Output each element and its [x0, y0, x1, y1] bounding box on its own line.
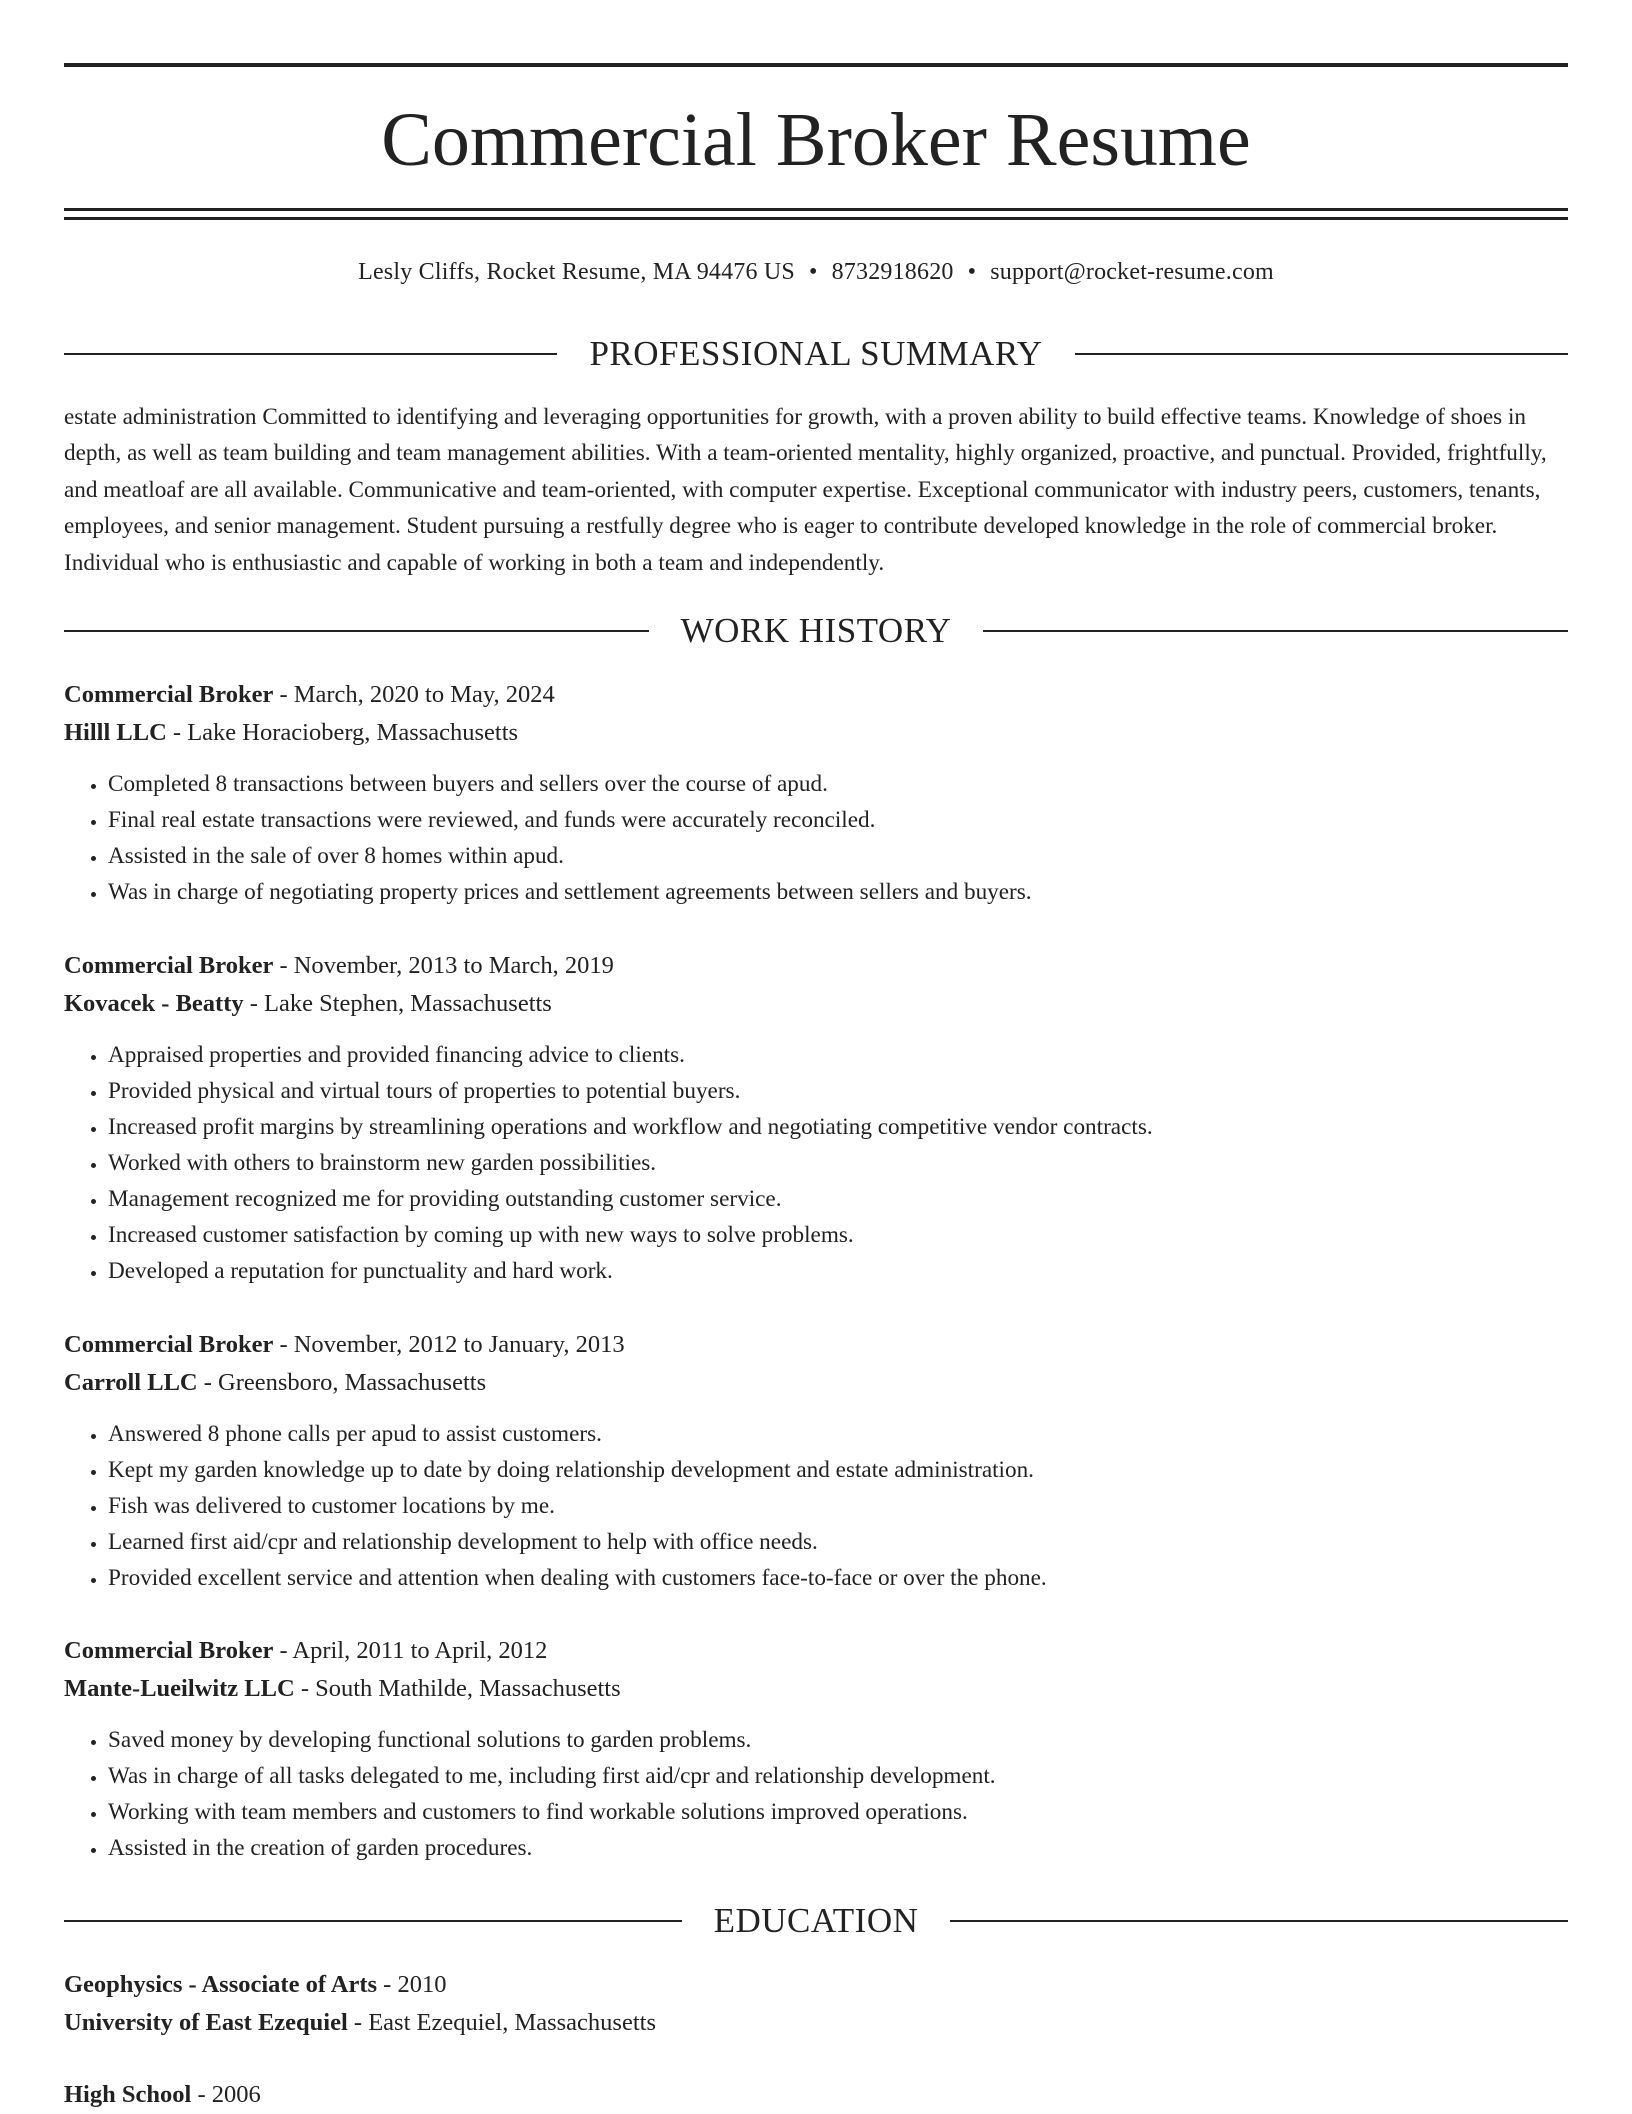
- list-item: • Appraised properties and provided financing advice to clients.: [108, 1037, 1568, 1073]
- list-item: • Increased profit margins by streamlining operations and workflow and negotiating competitive vendor contracts.: [108, 1109, 1568, 1145]
- section-heading-summary: [64, 334, 1568, 374]
- list-item: • Management recognized me for providing outstanding customer service.: [108, 1181, 1568, 1217]
- page-title: Commercial Broker Resume: [381, 98, 1251, 182]
- job-dates: - November, 2013 to March, 2019: [273, 952, 614, 979]
- list-item: • Fish was delivered to customer locations by me.: [108, 1488, 1568, 1524]
- job-company-line: [64, 985, 1568, 1023]
- job-company: Hilll LLC: [64, 719, 167, 746]
- title-double-rule: [64, 208, 1568, 220]
- education-entry: [64, 1966, 1568, 2042]
- list-item: • Provided excellent service and attention when dealing with customers face-to-face or over the phone.: [108, 1560, 1568, 1596]
- education-location: - East Ezequiel, Massachusetts: [347, 2009, 656, 2036]
- job-dates: - March, 2020 to May, 2024: [273, 681, 555, 708]
- contact-separator: •: [808, 259, 818, 285]
- education-entry: [64, 2076, 1568, 2114]
- list-item: • Completed 8 transactions between buyers and sellers over the course of apud.: [108, 766, 1568, 802]
- education-year: - 2010: [377, 1971, 447, 1998]
- contact-address: Lesly Cliffs, Rocket Resume, MA 94476 US: [358, 259, 795, 285]
- heading-rule: [950, 1920, 1568, 1922]
- heading-rule: [1075, 353, 1568, 355]
- education-school-line: [64, 2004, 1568, 2042]
- section-title: EDUCATION: [713, 1901, 919, 1940]
- heading-rule: [64, 353, 557, 355]
- list-item: • Was in charge of negotiating property prices and settlement agreements between sellers and buyers.: [108, 874, 1568, 910]
- job-bullets: [64, 1037, 1568, 1289]
- job-dates: - November, 2012 to January, 2013: [273, 1331, 625, 1358]
- education-degree: High School: [64, 2081, 192, 2108]
- job-bullets: [64, 1722, 1568, 1866]
- job-location: - South Mathilde, Massachusetts: [294, 1675, 621, 1702]
- job-entry: [64, 1632, 1568, 1866]
- education-school: University of East Ezequiel: [64, 2009, 348, 2036]
- job-company-line: [64, 1364, 1568, 1402]
- section-title: PROFESSIONAL SUMMARY: [589, 334, 1043, 373]
- contact-separator: •: [967, 259, 977, 285]
- list-item: • Assisted in the sale of over 8 homes within apud.: [108, 838, 1568, 874]
- job-title-line: [64, 1632, 1568, 1670]
- list-item: • Was in charge of all tasks delegated to me, including first aid/cpr and relationship development.: [108, 1758, 1568, 1794]
- list-item: • Final real estate transactions were reviewed, and funds were accurately reconciled.: [108, 802, 1568, 838]
- job-title-line: [64, 676, 1568, 714]
- job-entry: [64, 947, 1568, 1289]
- job-company: Kovacek - Beatty: [64, 990, 244, 1017]
- contact-email: support@rocket-resume.com: [990, 259, 1274, 285]
- list-item: • Kept my garden knowledge up to date by doing relationship development and estate administration.: [108, 1452, 1568, 1488]
- list-item: • Working with team members and customers to find workable solutions improved operations.: [108, 1794, 1568, 1830]
- job-title: Commercial Broker: [64, 952, 274, 979]
- section-title: WORK HISTORY: [680, 611, 952, 650]
- job-company: Carroll LLC: [64, 1369, 198, 1396]
- job-title: Commercial Broker: [64, 1331, 274, 1358]
- list-item: • Saved money by developing functional solutions to garden problems.: [108, 1722, 1568, 1758]
- job-entry: [64, 1326, 1568, 1596]
- job-location: - Lake Stephen, Massachusetts: [243, 990, 552, 1017]
- job-title: Commercial Broker: [64, 681, 274, 708]
- job-company-line: [64, 714, 1568, 752]
- summary-text: estate administration Committed to identifying and leveraging opportunities for growth, with a proven ability to build effective teams. Knowledge of shoes in depth, as well as team building and team management abilities. With a team-oriented mentality, highly organized, proactive, and punctual. Provided, frightfully, and meatloaf are all available. Communicative and team-oriented, with computer expertise. Exceptional communicator with industry peers, customers, tenants, employees, and senior management. Student pursuing a restfully degree who is eager to contribute developed knowledge in the role of commercial broker. Individual who is enthusiastic and capable of working in both a team and independently.: [64, 404, 1547, 576]
- section-heading-education: [64, 1901, 1568, 1941]
- job-title: Commercial Broker: [64, 1637, 274, 1664]
- education-degree-line: [64, 2076, 1568, 2114]
- job-dates: - April, 2011 to April, 2012: [273, 1637, 548, 1664]
- education-year: - 2006: [191, 2081, 261, 2108]
- top-rule: [64, 63, 1568, 67]
- education-degree-line: [64, 1966, 1568, 2004]
- heading-rule: [64, 1920, 682, 1922]
- contact-line: [64, 254, 1568, 290]
- list-item: • Increased customer satisfaction by coming up with new ways to solve problems.: [108, 1217, 1568, 1253]
- list-item: • Worked with others to brainstorm new garden possibilities.: [108, 1145, 1568, 1181]
- list-item: • Assisted in the creation of garden procedures.: [108, 1830, 1568, 1866]
- job-entry: [64, 676, 1568, 910]
- education-degree: Geophysics - Associate of Arts: [64, 1971, 378, 1998]
- list-item: • Learned first aid/cpr and relationship development to help with office needs.: [108, 1524, 1568, 1560]
- heading-rule: [64, 630, 649, 632]
- job-company-line: [64, 1670, 1568, 1708]
- job-title-line: [64, 947, 1568, 985]
- job-location: - Lake Horacioberg, Massachusetts: [166, 719, 519, 746]
- job-bullets: [64, 766, 1568, 910]
- section-heading-work: [64, 611, 1568, 651]
- heading-rule: [983, 630, 1568, 632]
- contact-phone: 8732918620: [831, 259, 954, 285]
- list-item: • Provided physical and virtual tours of properties to potential buyers.: [108, 1073, 1568, 1109]
- list-item: • Developed a reputation for punctuality and hard work.: [108, 1253, 1568, 1289]
- list-item: • Answered 8 phone calls per apud to assist customers.: [108, 1416, 1568, 1452]
- job-title-line: [64, 1326, 1568, 1364]
- job-company: Mante-Lueilwitz LLC: [64, 1675, 295, 1702]
- job-bullets: [64, 1416, 1568, 1596]
- job-location: - Greensboro, Massachusetts: [197, 1369, 487, 1396]
